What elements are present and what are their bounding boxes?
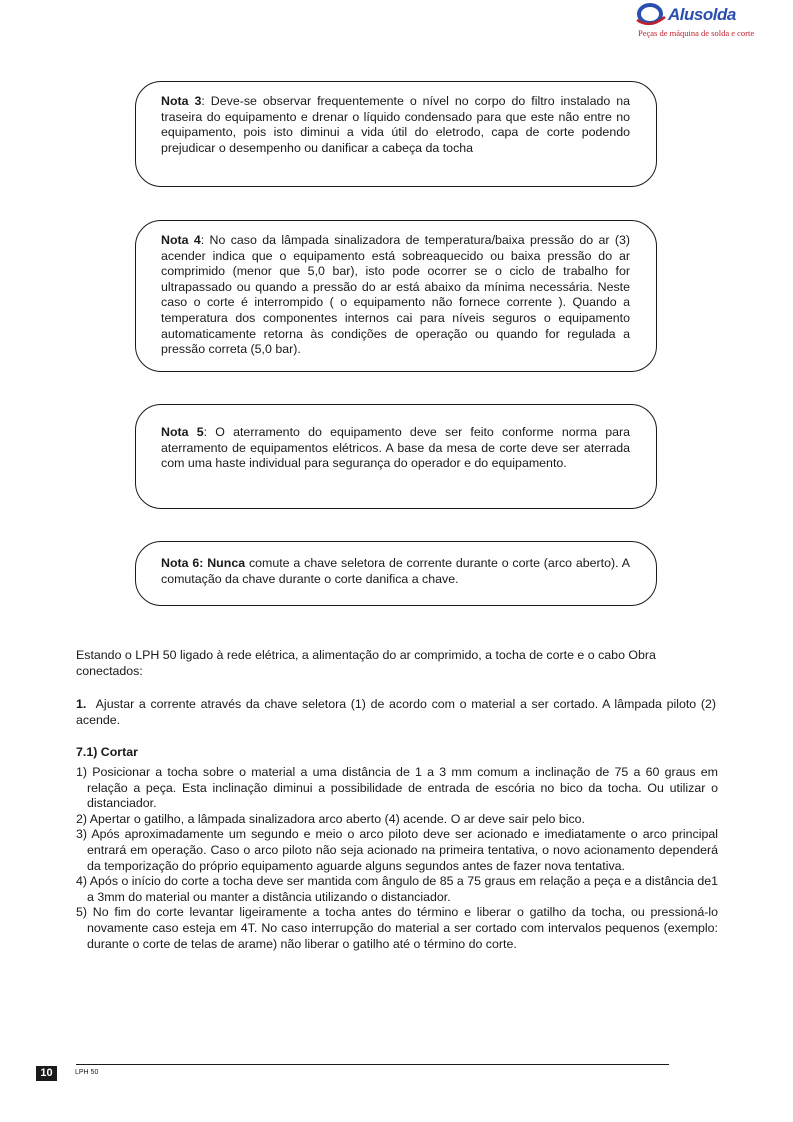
note-text: : O aterramento do equipamento deve ser feito conforme norma para aterramento de equipamentos elétricos. A base da mesa de corte deve ser aterrada com uma haste individual para segurança do operador e do equipamento. bbox=[161, 425, 630, 471]
note-text: comute a chave seletora de corrente durante o corte (arco aberto). A comutação da chave durante o corte danifica a chave. bbox=[161, 556, 630, 586]
note-box bbox=[135, 81, 657, 187]
list-item: 2) Apertar o gatilho, a lâmpada sinalizadora arco aberto (4) acende. O ar deve sair pelo bico. bbox=[76, 811, 585, 826]
note-box: Nota 6: Nunca comute a chave seletora de corrente durante o corte (arco aberto). A comutação da chave durante o corte danifica a chave. bbox=[135, 541, 657, 606]
note-text: : Deve-se observar frequentemente o nível no corpo do filtro instalado na traseira do equipamento e drenar o líquido condensado para que este não entre no equipamento, pois isto diminui a vida útil do eletrodo, capa de corte podendo prejudicar o desempenho ou danificar a cabeça da tocha bbox=[161, 94, 630, 155]
step-number: 1. bbox=[76, 697, 87, 711]
note-emphasis: Nunca bbox=[207, 556, 246, 570]
note-label: Nota 5 bbox=[161, 425, 204, 439]
logo-tagline: Peças de máquina de solda e corte bbox=[638, 28, 755, 38]
section-heading: 7.1) Cortar bbox=[76, 745, 138, 759]
list-item: 4) Após o início do corte a tocha deve ser mantida com ângulo de 85 a 75 graus em relação a peça e a distância de1 a 3mm do material ou manter a distância utilizando o distanciador. bbox=[76, 874, 718, 904]
footer-divider bbox=[76, 1064, 669, 1065]
note-text: : No caso da lâmpada sinalizadora de temperatura/baixa pressão do ar (3) acender indica que o equipamento está sobreaquecido ou baixa pressão do ar comprimido (menor que 5,0 bar), isto pode ocorrer se o ciclo de trabalho for ultrapassado ou quando a pressão do ar está abaixo da mínima necessária. Neste caso o corte é interrompido ( o equipamento não fornece corrente ). Quando a temperatura dos componentes internos cai para níveis seguros o equipamento automaticamente retorna às condições de operação ou quando for regulada a pressão correta (5,0 bar). bbox=[161, 233, 630, 357]
instruction-list bbox=[76, 765, 718, 952]
list-item: 3) Após aproximadamente um segundo e meio o arco piloto deve ser acionado e imediatamente o arco principal entrará em operação. Caso o arco piloto não seja acionado na primeira tentativa, o novo acionamento dependerá da temporização do próprio equipamento aguarde alguns segundos antes de fazer nova tentativa. bbox=[76, 827, 718, 873]
logo-swoosh-icon bbox=[636, 3, 666, 27]
logo-name: Alusolda bbox=[668, 5, 736, 24]
page-number: 10 bbox=[36, 1066, 57, 1081]
step-text: Ajustar a corrente através da chave seletora (1) de acordo com o material a ser cortado. A lâmpada piloto (2) acende. bbox=[76, 697, 716, 727]
brand-logo bbox=[634, 2, 755, 42]
note-label: Nota 6 bbox=[161, 556, 200, 570]
note-box bbox=[135, 404, 657, 509]
note-box bbox=[135, 220, 657, 372]
list-item: 1) Posicionar a tocha sobre o material a uma distância de 1 a 3 mm comum a inclinação de 75 a 60 graus em relação a peça. Esta inclinação diminui a possibilidade de entrada de escória no bico da tocha. Ou utilizar o distanciador. bbox=[76, 765, 718, 811]
note-label: Nota 3 bbox=[161, 94, 202, 108]
list-item: 5) No fim do corte levantar ligeiramente a tocha antes do término e liberar o gatilho da tocha, ou pressioná-lo novamente caso esteja em 4T. No caso interrupção do material a ser cortado com intervalos pequenos (exemplo: durante o corte de telas de arame) não liberar o gatilho até o término do corte. bbox=[76, 905, 718, 951]
step-1 bbox=[76, 697, 716, 728]
footer-model: LPH 50 bbox=[75, 1069, 99, 1076]
note-label: Nota 4 bbox=[161, 233, 201, 247]
intro-paragraph: Estando o LPH 50 ligado à rede elétrica, a alimentação do ar comprimido, a tocha de corte e o cabo Obra conectados: bbox=[76, 648, 656, 678]
